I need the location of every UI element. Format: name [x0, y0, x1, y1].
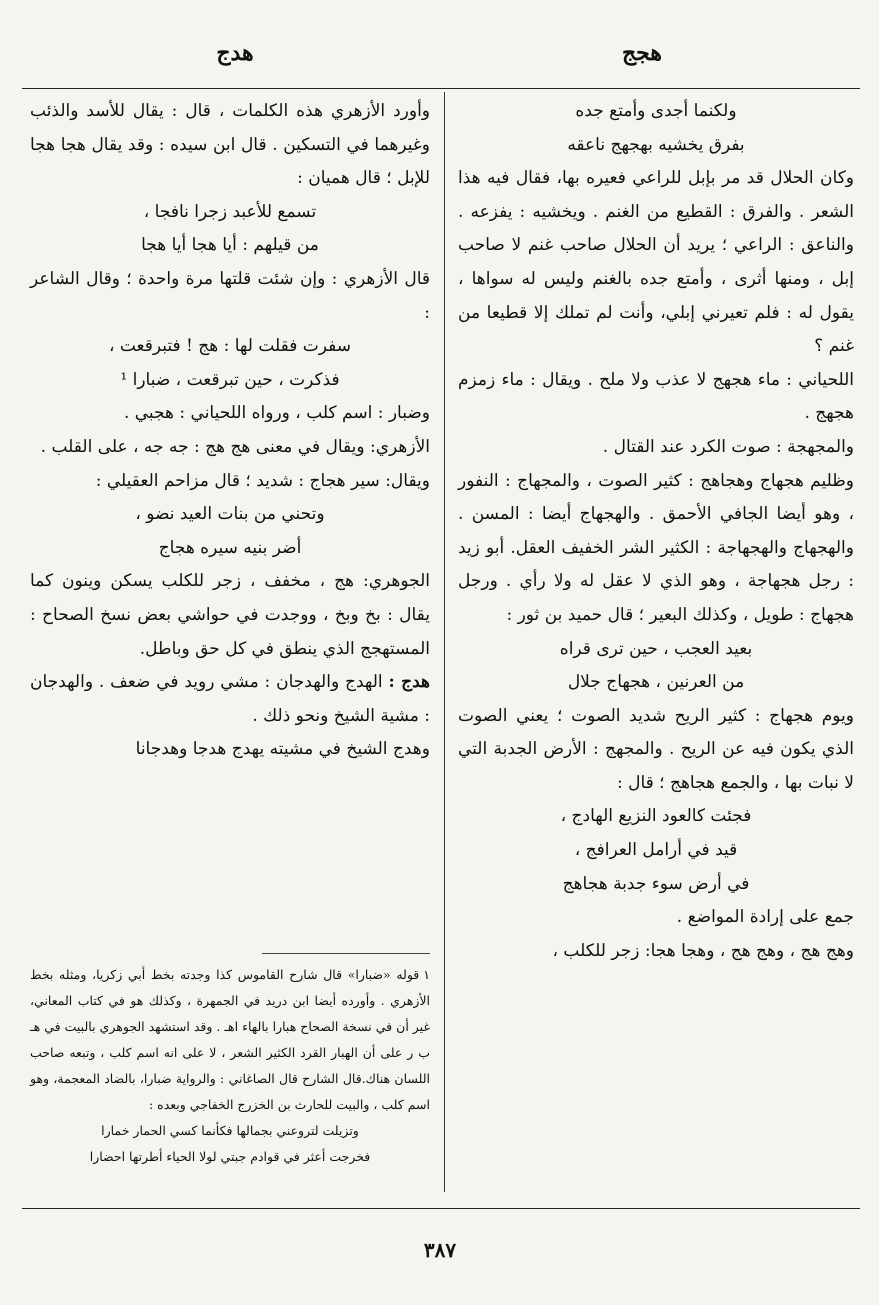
entry-paragraph — [30, 666, 430, 733]
text-paragraph: وهج هج ، وهج هج ، وهجا هجا: زجر للكلب ، — [552, 940, 854, 961]
text-paragraph: ويوم هجهاج : كثير الريح شديد الصوت ؛ يعني الصوت الذي يكون فيه عن الريح . والمجهج : الأرض الجدبة التي لا نبات بها ، والجمع هجاهج ؛ قال : — [458, 705, 854, 793]
entry-headword: هدج : — [388, 672, 430, 693]
verse-line: بفرق يخشيه بهجهج ناعقه — [567, 134, 745, 155]
text-paragraph: وكان الحلال قد مر بإبل للراعي فعيره بها، فقال فيه هذا الشعر . والفرق : القطيع من الغنم . ويخشيه : يفزعه . والناعق : الراعي ؛ يريد أن الحلال صاحب غنم لا صاحب إبل ، ومنها أثرى ، وأمتع جده بالغنم وليس له سواها ، يقول له : فلم تعيرني إبلي، وأنت لم تملك إلا قطيعا من غنم ؟ — [458, 168, 854, 357]
text-paragraph: الأزهري: ويقال في معنى هج هج : جه جه ، على القلب . — [40, 436, 430, 457]
footnote-text: قوله «ضبارا» قال شارح القاموس كذا وجدته بخط أبي زكريا، ومثله بخط الأزهري . وأورده أيضا ابن دريد في الجمهرة ، وكذلك هو في كتاب المعاني، غير أن في نسخة الصحاح هبارا بالهاء اهـ . وقد استشهد الجوهري بالبيت في هـ ب ر على أن الهبار القرد الكثير الشعر ، لا على انه اسم كلب ، وتبعه صاحب اللسان هناك.قال الشارح قال الصاغاني : والرواية ضبارا، بالضاد المعجمة، وهو اسم كلب ، والبيت للحارث بن الخزرج الخفاجي وبعده : — [30, 967, 430, 1112]
verse-line: في أرض سوء جدبة هجاهج — [562, 873, 750, 894]
footnote — [30, 962, 430, 1170]
top-rule — [22, 88, 860, 89]
text-paragraph: جمع على إرادة المواضع . — [676, 907, 854, 928]
verse-line: من العرنين ، هجهاج جلال — [567, 672, 745, 693]
footnote-number: ١ — [423, 967, 430, 982]
text-paragraph: والمجهجة : صوت الكرد عند القتال . — [602, 436, 854, 457]
text-paragraph: ويقال: سير هجاج : شديد ؛ قال مزاحم العقيلي : — [95, 470, 430, 491]
footnote-verse: وتزيلت لتروعني بجمالها فكأنما كسي الحمار خمارا — [101, 1123, 359, 1138]
verse-line: بعيد العجب ، حين ترى قراه — [559, 638, 753, 659]
text-paragraph: قال الأزهري : وإن شئت قلتها مرة واحدة ؛ وقال الشاعر : — [30, 268, 430, 323]
text-paragraph: وأورد الأزهري هذه الكلمات ، قال : يقال للأسد والذئب وغيرهما في التسكين . قال ابن سيده : وقد يقال هجا هجا للإبل ؛ قال هميان : — [30, 101, 430, 189]
left-column — [30, 95, 430, 767]
footnote-line — [30, 962, 430, 1118]
text-paragraph: اللحياني : ماء هجهج لا عذب ولا ملح . ويقال : ماء زمزم هجهج . — [458, 369, 854, 424]
verse-line: من قيلهم : أيا هجا أيا هجا — [141, 235, 319, 256]
page-number: ٣٨٧ — [423, 1238, 457, 1262]
text-paragraph: وضبار : اسم كلب ، ورواه اللحياني : هجبي . — [123, 403, 430, 424]
bottom-rule — [22, 1208, 860, 1209]
footnote-rule — [262, 953, 430, 954]
text-paragraph: وظليم هجهاج وهجاهج : كثير الصوت ، والمجهاج : النفور ، وهو أيضا الجافي الأحمق . والهجهاج أيضا : المسن . والهجهاج والهجهاجة : الكثير الشر الخفيف العقل. أبو زيد : رجل هجهاجة ، وهو الذي لا عقل له ولا رأي . ورجل هجهاج : طويل ، وكذلك البعير ؛ قال حميد بن ثور : — [458, 470, 854, 625]
verse-line: تسمع للأعبد زجرا نافجا ، — [143, 201, 317, 222]
running-header-right: هجج — [621, 40, 662, 66]
verse-line: وتحني من بنات العيد نضو ، — [135, 504, 325, 525]
text-paragraph: وهدج الشيخ في مشيته يهدج هدجا وهدجانا — [135, 739, 430, 760]
column-divider — [444, 92, 445, 1192]
entry-text: الهدج والهدجان : مشي رويد في ضعف . والهدجان : مشية الشيخ ونحو ذلك . — [30, 672, 430, 726]
running-header-left: هدج — [216, 40, 254, 66]
text-paragraph: الجوهري: هج ، مخفف ، زجر للكلب يسكن وينون كما يقال : بخ وبخ ، ووجدت في حواشي بعض نسخ الصحاح : المستهجج الذي ينطق في كل حق وباطل. — [30, 571, 430, 659]
verse-line: قيد في أرامل العرافج ، — [574, 840, 738, 861]
verse-line: فذكرت ، حين تبرقعت ، ضبارا ¹ — [120, 369, 340, 390]
footnote-verse: فخرجت أعثر في قوادم جبتي لولا الحياء أطرتها احضارا — [89, 1149, 371, 1164]
verse-line: ولكنما أجدى وأمتع جده — [575, 101, 737, 121]
verse-line: فجئت كالعود النزيع الهادج ، — [560, 806, 752, 827]
right-column — [458, 95, 854, 968]
verse-line: سفرت فقلت لها : هج ! فتبرقعت ، — [108, 336, 352, 357]
verse-line: أضر بنيه سيره هجاج — [158, 537, 302, 558]
